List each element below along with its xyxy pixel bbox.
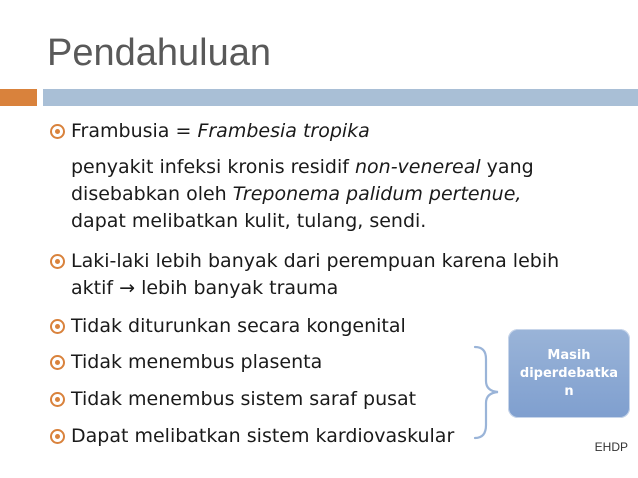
- callout-box: Masih diperdebatka n: [508, 329, 630, 418]
- circle-bullet-icon: [50, 254, 65, 269]
- bullet-1-label: Frambusia =: [71, 120, 198, 142]
- bullet-3-text: Tidak diturunkan secara kongenital: [71, 315, 406, 337]
- bullet-4-text: Tidak menembus plasenta: [71, 351, 323, 373]
- bullet-2-line-2: aktif → lebih banyak trauma: [71, 277, 339, 299]
- bullet-1-text: [71, 118, 370, 145]
- cont-1-b: non-venereal: [354, 156, 481, 178]
- circle-bullet-icon: [50, 392, 65, 407]
- accent-bar: [0, 89, 37, 106]
- bullet-1-italic: Frambesia tropika: [197, 120, 370, 142]
- bullet-1-cont-3: [71, 208, 426, 235]
- circle-bullet-icon: [50, 124, 65, 139]
- cont-3-a: dapat melibatkan kulit, tulang, sendi.: [71, 210, 427, 232]
- cont-1-a: penyakit infeksi kronis residif: [71, 156, 355, 178]
- circle-bullet-icon: [50, 429, 65, 444]
- header-bar: [43, 89, 638, 106]
- footer-label: EHDP: [594, 440, 628, 454]
- bullet-1-cont-2: [71, 181, 521, 208]
- bullet-1-cont-1: [71, 154, 534, 181]
- cont-2-b: Treponema palidum pertenue,: [232, 183, 522, 205]
- curly-brace-icon: [470, 345, 505, 440]
- cont-1-c: yang: [480, 156, 534, 178]
- circle-bullet-icon: [50, 319, 65, 334]
- bullet-5-text: Tidak menembus sistem saraf pusat: [71, 388, 417, 410]
- bullet-6-text: Dapat melibatkan sistem kardiovaskular: [71, 425, 455, 447]
- slide-title: Pendahuluan: [47, 32, 271, 74]
- cont-2-a: disebabkan oleh: [71, 183, 233, 205]
- bullet-2-line-1: Laki-laki lebih banyak dari perempuan karena lebih: [71, 250, 560, 272]
- circle-bullet-icon: [50, 355, 65, 370]
